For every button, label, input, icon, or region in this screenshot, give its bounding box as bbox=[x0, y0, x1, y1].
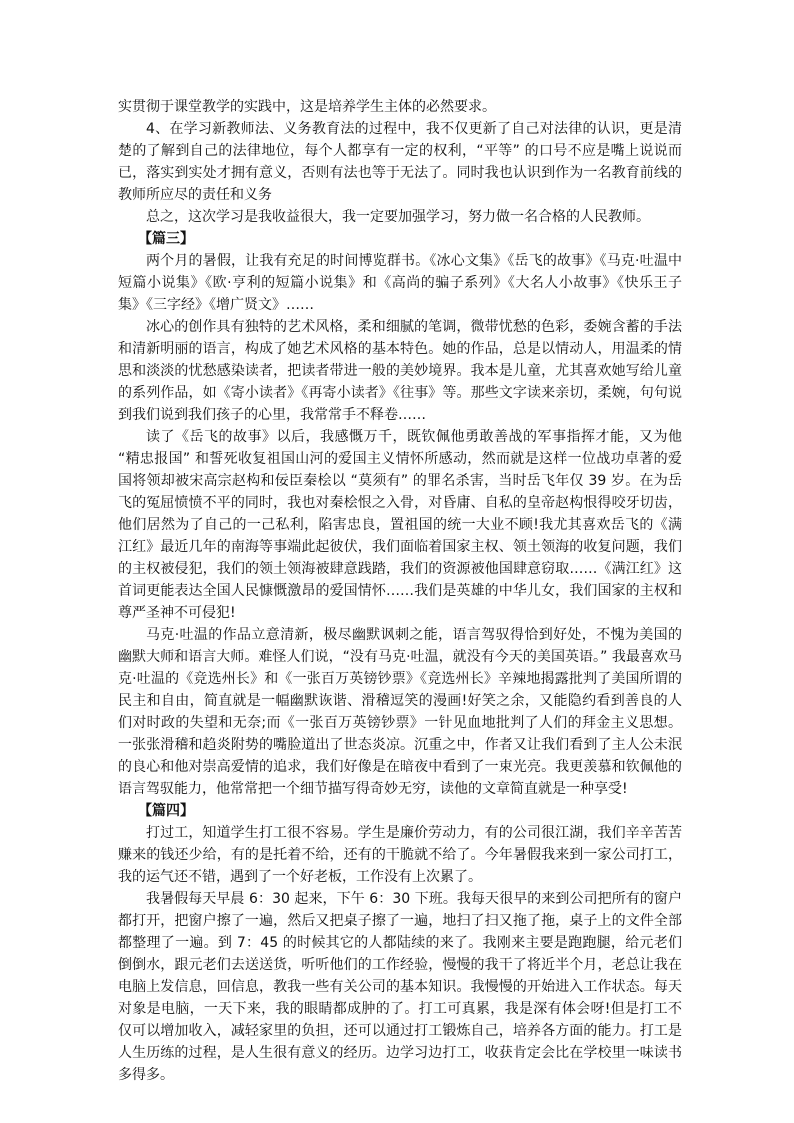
paragraph-yue-fei: 读了《岳飞的故事》以后，我感慨万千，既钦佩他勇敢善战的军事指挥才能，又为他 “精忠报国” 和誓死收复祖国山河的爱国主义情怀所感动，然而就是这样一位战功卓著的爱国将领却被宋高宗赵构和佞臣秦桧以 “莫须有” 的罪名杀害，当时岳飞年仅 39 岁。在为岳飞的冤屈愤愤不平的同时，我也对秦桧恨之入骨，对昏庸、自私的皇帝赵构恨得咬牙切齿，他们居然为了自己的一己私利，陷害忠良，置祖国的统一大业不顾!我尤其喜欢岳飞的《满江红》最近几年的南海等事端此起彼伏，我们面临着国家主权、领土领海的收复问题，我们的主权被侵犯，我们的领土领海被肆意践踏，我们的资源被他国肆意窃取……《满江红》这首词更能表达全国人民慷慨激昂的爱国情怀……我们是英雄的中华儿女，我们国家的主权和尊严圣神不可侵犯! bbox=[118, 429, 682, 621]
section-heading-part-three: 【篇三】 bbox=[138, 231, 194, 247]
paragraph-law-study: 4、在学习新教师法、义务教育法的过程中，我不仅更新了自己对法律的认识，更是清楚的了解到自己的法律地位，每个人都享有一定的权利，“平等” 的口号不应是嘴上说说而已，落实到实处才拥有意义，否则有法也等于无法了。同时我也认识到作为一名教育前线的教师所应尽的责任和义务 bbox=[118, 121, 682, 203]
paragraph-daily-routine: 我暑假每天早晨 6：30 起来，下午 6：30 下班。我每天很早的来到公司把所有的窗户都打开，把窗户擦了一遍，然后又把桌子擦了一遍，地扫了扫又拖了拖，桌子上的文件全部都整理了一遍。到 7：45 的时候其它的人都陆续的来了。我刚来主要是跑跑腿，给元老们倒倒水，跟元老们去送送货，听听他们的工作经验，慢慢的我干了将近半个月，老总让我在电脑上发信息，回信息，教我一些有关公司的基本知识。我慢慢的开始进入工作状态。每天对象是电脑，一天下来，我的眼睛都成肿的了。打工可真累，我是深有体会呀!但是打工不仅可以增加收入，减轻家里的负担，还可以通过打工锻炼自己，培养各方面的能力。打工是人生历练的过程，是人生很有意义的经历。边学习边打工，收获肯定会比在学校里一味读书多得多。 bbox=[118, 891, 682, 1083]
paragraph-continuation: 实贯彻于课堂教学的实践中，这是培养学生主体的必然要求。 bbox=[118, 99, 496, 115]
paragraph-part-time-job: 打过工，知道学生打工很不容易。学生是廉价劳动力，有的公司很江湖，我们辛辛苦苦赚来的钱还少给，有的是托着不给，还有的干脆就不给了。今年暑假我来到一家公司打工，我的运气还不错，遇到了一个好老板，工作没有上次累了。 bbox=[118, 825, 682, 885]
paragraph-mark-twain: 马克·吐温的作品立意清新，极尽幽默讽刺之能，语言驾驭得恰到好处，不愧为美国的幽默大师和语言大师。难怪人们说，“没有马克·吐温，就没有今天的美国英语。” 我最喜欢马克·吐温的《竞选州长》和《一张百万英镑钞票》《竞选州长》辛辣地揭露批判了美国所谓的民主和自由，简直就是一幅幽默诙谐、滑稽逗笑的漫画!好笑之余，又能隐约看到善良的人们对时政的失望和无奈;而《一张百万英镑钞票》一针见血地批判了人们的拜金主义思想。一张张滑稽和趋炎附势的嘴脸道出了世态炎凉。沉重之中，作者又让我们看到了主人公未泯的良心和他对崇高爱情的追求，我们好像是在暗夜中看到了一束光亮。我更羡慕和钦佩他的语言驾驭能力，他常常把一个细节描写得奇妙无穷，读他的文章简直就是一种享受! bbox=[118, 627, 682, 797]
document-page bbox=[118, 96, 682, 1086]
section-heading-part-four: 【篇四】 bbox=[138, 803, 194, 819]
paragraph-reading-list: 两个月的暑假，让我有充足的时间博览群书。《冰心文集》《岳飞的故事》《马克·吐温中短篇小说集》《欧·亨利的短篇小说集》和《高尚的骗子系列》《大名人小故事》《快乐王子集》《三字经》《增广贤文》…… bbox=[118, 253, 682, 313]
paragraph-summary: 总之，这次学习是我收益很大，我一定要加强学习，努力做一名合格的人民教师。 bbox=[146, 209, 650, 225]
paragraph-bing-xin: 冰心的创作具有独特的艺术风格，柔和细腻的笔调，微带忧愁的色彩，委婉含蓄的手法和清新明丽的语言，构成了她艺术风格的基本特色。她的作品，总是以情动人，用温柔的情思和淡淡的忧愁感染读者，把读者带进一般的美妙境界。我本是儿童，尤其喜欢她写给儿童的系列作品，如《寄小读者》《再寄小读者》《往事》等。那些文字读来亲切，柔婉，句句说到我们说到我们孩子的心里，我常常手不释卷…… bbox=[118, 319, 682, 423]
